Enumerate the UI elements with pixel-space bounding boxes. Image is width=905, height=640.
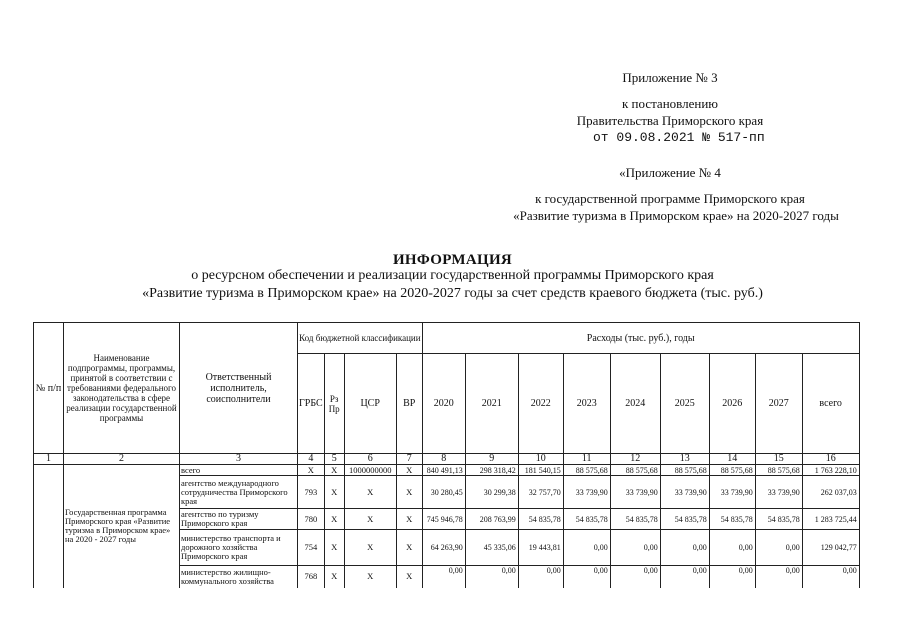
index-cell: 11 [563, 454, 610, 465]
value-cell: 0,00 [610, 566, 660, 588]
header-year-2023: 2023 [563, 354, 610, 454]
value-cell: 208 763,99 [465, 509, 518, 530]
csr-cell: X [344, 566, 396, 588]
value-cell: 30 280,45 [422, 476, 465, 509]
value-cell: 54 835,78 [610, 509, 660, 530]
vr-cell: X [396, 566, 422, 588]
value-cell: 129 042,77 [802, 530, 859, 566]
value-cell: 0,00 [518, 566, 563, 588]
column-index-row [34, 454, 860, 465]
index-cell: 15 [755, 454, 802, 465]
index-cell: 5 [324, 454, 344, 465]
value-cell: 0,00 [465, 566, 518, 588]
index-cell: 16 [802, 454, 859, 465]
csr-cell: X [344, 509, 396, 530]
header-vr: ВР [396, 354, 422, 454]
index-cell: 10 [518, 454, 563, 465]
rzpr-cell: X [324, 476, 344, 509]
vr-cell: X [396, 530, 422, 566]
grbs-cell: 768 [298, 566, 325, 588]
executor-cell: министерство транспорта и дорожного хозяйства Приморского края [180, 530, 298, 566]
value-cell: 54 835,78 [660, 509, 709, 530]
rzpr-cell: X [324, 465, 344, 476]
value-cell: 0,00 [563, 530, 610, 566]
header-total: всего [802, 354, 859, 454]
value-cell: 88 575,68 [610, 465, 660, 476]
index-cell: 1 [34, 454, 64, 465]
value-cell: 64 263,90 [422, 530, 465, 566]
table-row [34, 465, 860, 476]
value-cell: 33 739,90 [610, 476, 660, 509]
value-cell: 745 946,78 [422, 509, 465, 530]
executor-cell: министерство жилищно-коммунального хозяйства [180, 566, 298, 588]
header-budget-code: Код бюджетной классификации [298, 323, 423, 354]
header-executor: Ответственный исполнитель, соисполнители [180, 323, 298, 454]
header-expenses: Расходы (тыс. руб.), годы [422, 323, 859, 354]
index-cell: 6 [344, 454, 396, 465]
header-program-name: Наименование подпрограммы, программы, принятой в соответствии с требованиями федерального законодательства в сфере реализации государственной программы [64, 323, 180, 454]
rzpr-cell: X [324, 530, 344, 566]
value-cell: 54 835,78 [563, 509, 610, 530]
csr-cell: 1000000000 [344, 465, 396, 476]
csr-cell: X [344, 530, 396, 566]
value-cell: 298 318,42 [465, 465, 518, 476]
value-cell: 0,00 [802, 566, 859, 588]
value-cell: 88 575,68 [660, 465, 709, 476]
document-subtitle-line1: о ресурсном обеспечении и реализации государственной программы Приморского края [191, 268, 714, 283]
value-cell: 840 491,13 [422, 465, 465, 476]
value-cell: 88 575,68 [755, 465, 802, 476]
value-cell: 54 835,78 [518, 509, 563, 530]
header-year-2026: 2026 [709, 354, 755, 454]
header-grbs: ГРБС [298, 354, 325, 454]
value-cell: 30 299,38 [465, 476, 518, 509]
header-rzpr: Рз Пр [324, 354, 344, 454]
header-num: № п/п [34, 323, 64, 454]
value-cell: 19 443,81 [518, 530, 563, 566]
vr-cell: X [396, 509, 422, 530]
value-cell: 33 739,90 [660, 476, 709, 509]
document-subtitle-line2: «Развитие туризма в Приморском крае» на 2020-2027 годы за счет средств краевого бюджета (тыс. руб.) [142, 286, 763, 301]
value-cell: 262 037,03 [802, 476, 859, 509]
row-number-cell [34, 465, 64, 588]
grbs-cell: X [298, 465, 325, 476]
value-cell: 0,00 [709, 530, 755, 566]
value-cell: 54 835,78 [709, 509, 755, 530]
value-cell: 0,00 [755, 566, 802, 588]
rzpr-cell: X [324, 509, 344, 530]
program-name-cell: Государственная программа Приморского края «Развитие туризма в Приморском крае» на 2020 - 2027 годы [64, 465, 180, 588]
value-cell: 0,00 [422, 566, 465, 588]
value-cell: 1 763 228,10 [802, 465, 859, 476]
executor-cell: агентство международного сотрудничества Приморского края [180, 476, 298, 509]
index-cell: 2 [64, 454, 180, 465]
header-csr: ЦСР [344, 354, 396, 454]
value-cell: 1 283 725,44 [802, 509, 859, 530]
resource-table [33, 322, 860, 588]
index-cell: 7 [396, 454, 422, 465]
appendix-number: Приложение № 3 [622, 70, 718, 85]
index-cell: 3 [180, 454, 298, 465]
grbs-cell: 793 [298, 476, 325, 509]
index-cell: 8 [422, 454, 465, 465]
rzpr-cell: X [324, 566, 344, 588]
vr-cell: X [396, 465, 422, 476]
value-cell: 33 739,90 [755, 476, 802, 509]
government-ref: Правительства Приморского края [576, 113, 764, 128]
resolution-date: от 09.08.2021 № 517-пп [593, 130, 765, 145]
value-cell: 32 757,70 [518, 476, 563, 509]
value-cell: 0,00 [563, 566, 610, 588]
executor-cell: агентство по туризму Приморского края [180, 509, 298, 530]
header-year-2024: 2024 [610, 354, 660, 454]
executor-cell: всего [180, 465, 298, 476]
value-cell: 45 335,06 [465, 530, 518, 566]
value-cell: 54 835,78 [755, 509, 802, 530]
header-year-2022: 2022 [518, 354, 563, 454]
header-year-2027: 2027 [755, 354, 802, 454]
grbs-cell: 780 [298, 509, 325, 530]
value-cell: 0,00 [755, 530, 802, 566]
vr-cell: X [396, 476, 422, 509]
index-cell: 12 [610, 454, 660, 465]
header-year-2020: 2020 [422, 354, 465, 454]
index-cell: 9 [465, 454, 518, 465]
csr-cell: X [344, 476, 396, 509]
value-cell: 33 739,90 [563, 476, 610, 509]
index-cell: 14 [709, 454, 755, 465]
value-cell: 88 575,68 [709, 465, 755, 476]
index-cell: 4 [298, 454, 325, 465]
value-cell: 0,00 [709, 566, 755, 588]
grbs-cell: 754 [298, 530, 325, 566]
value-cell: 88 575,68 [563, 465, 610, 476]
document-title: ИНФОРМАЦИЯ [392, 252, 513, 268]
header-year-2021: 2021 [465, 354, 518, 454]
value-cell: 181 540,15 [518, 465, 563, 476]
value-cell: 33 739,90 [709, 476, 755, 509]
value-cell: 0,00 [660, 566, 709, 588]
resolution-ref: к постановлению [621, 96, 719, 111]
index-cell: 13 [660, 454, 709, 465]
program-title-ref: «Развитие туризма в Приморском крае» на 2020-2027 годы [513, 208, 839, 223]
header-year-2025: 2025 [660, 354, 709, 454]
appendix-4-ref: «Приложение № 4 [619, 165, 721, 180]
state-program-ref: к государственной программе Приморского края [535, 191, 805, 206]
value-cell: 0,00 [610, 530, 660, 566]
value-cell: 0,00 [660, 530, 709, 566]
